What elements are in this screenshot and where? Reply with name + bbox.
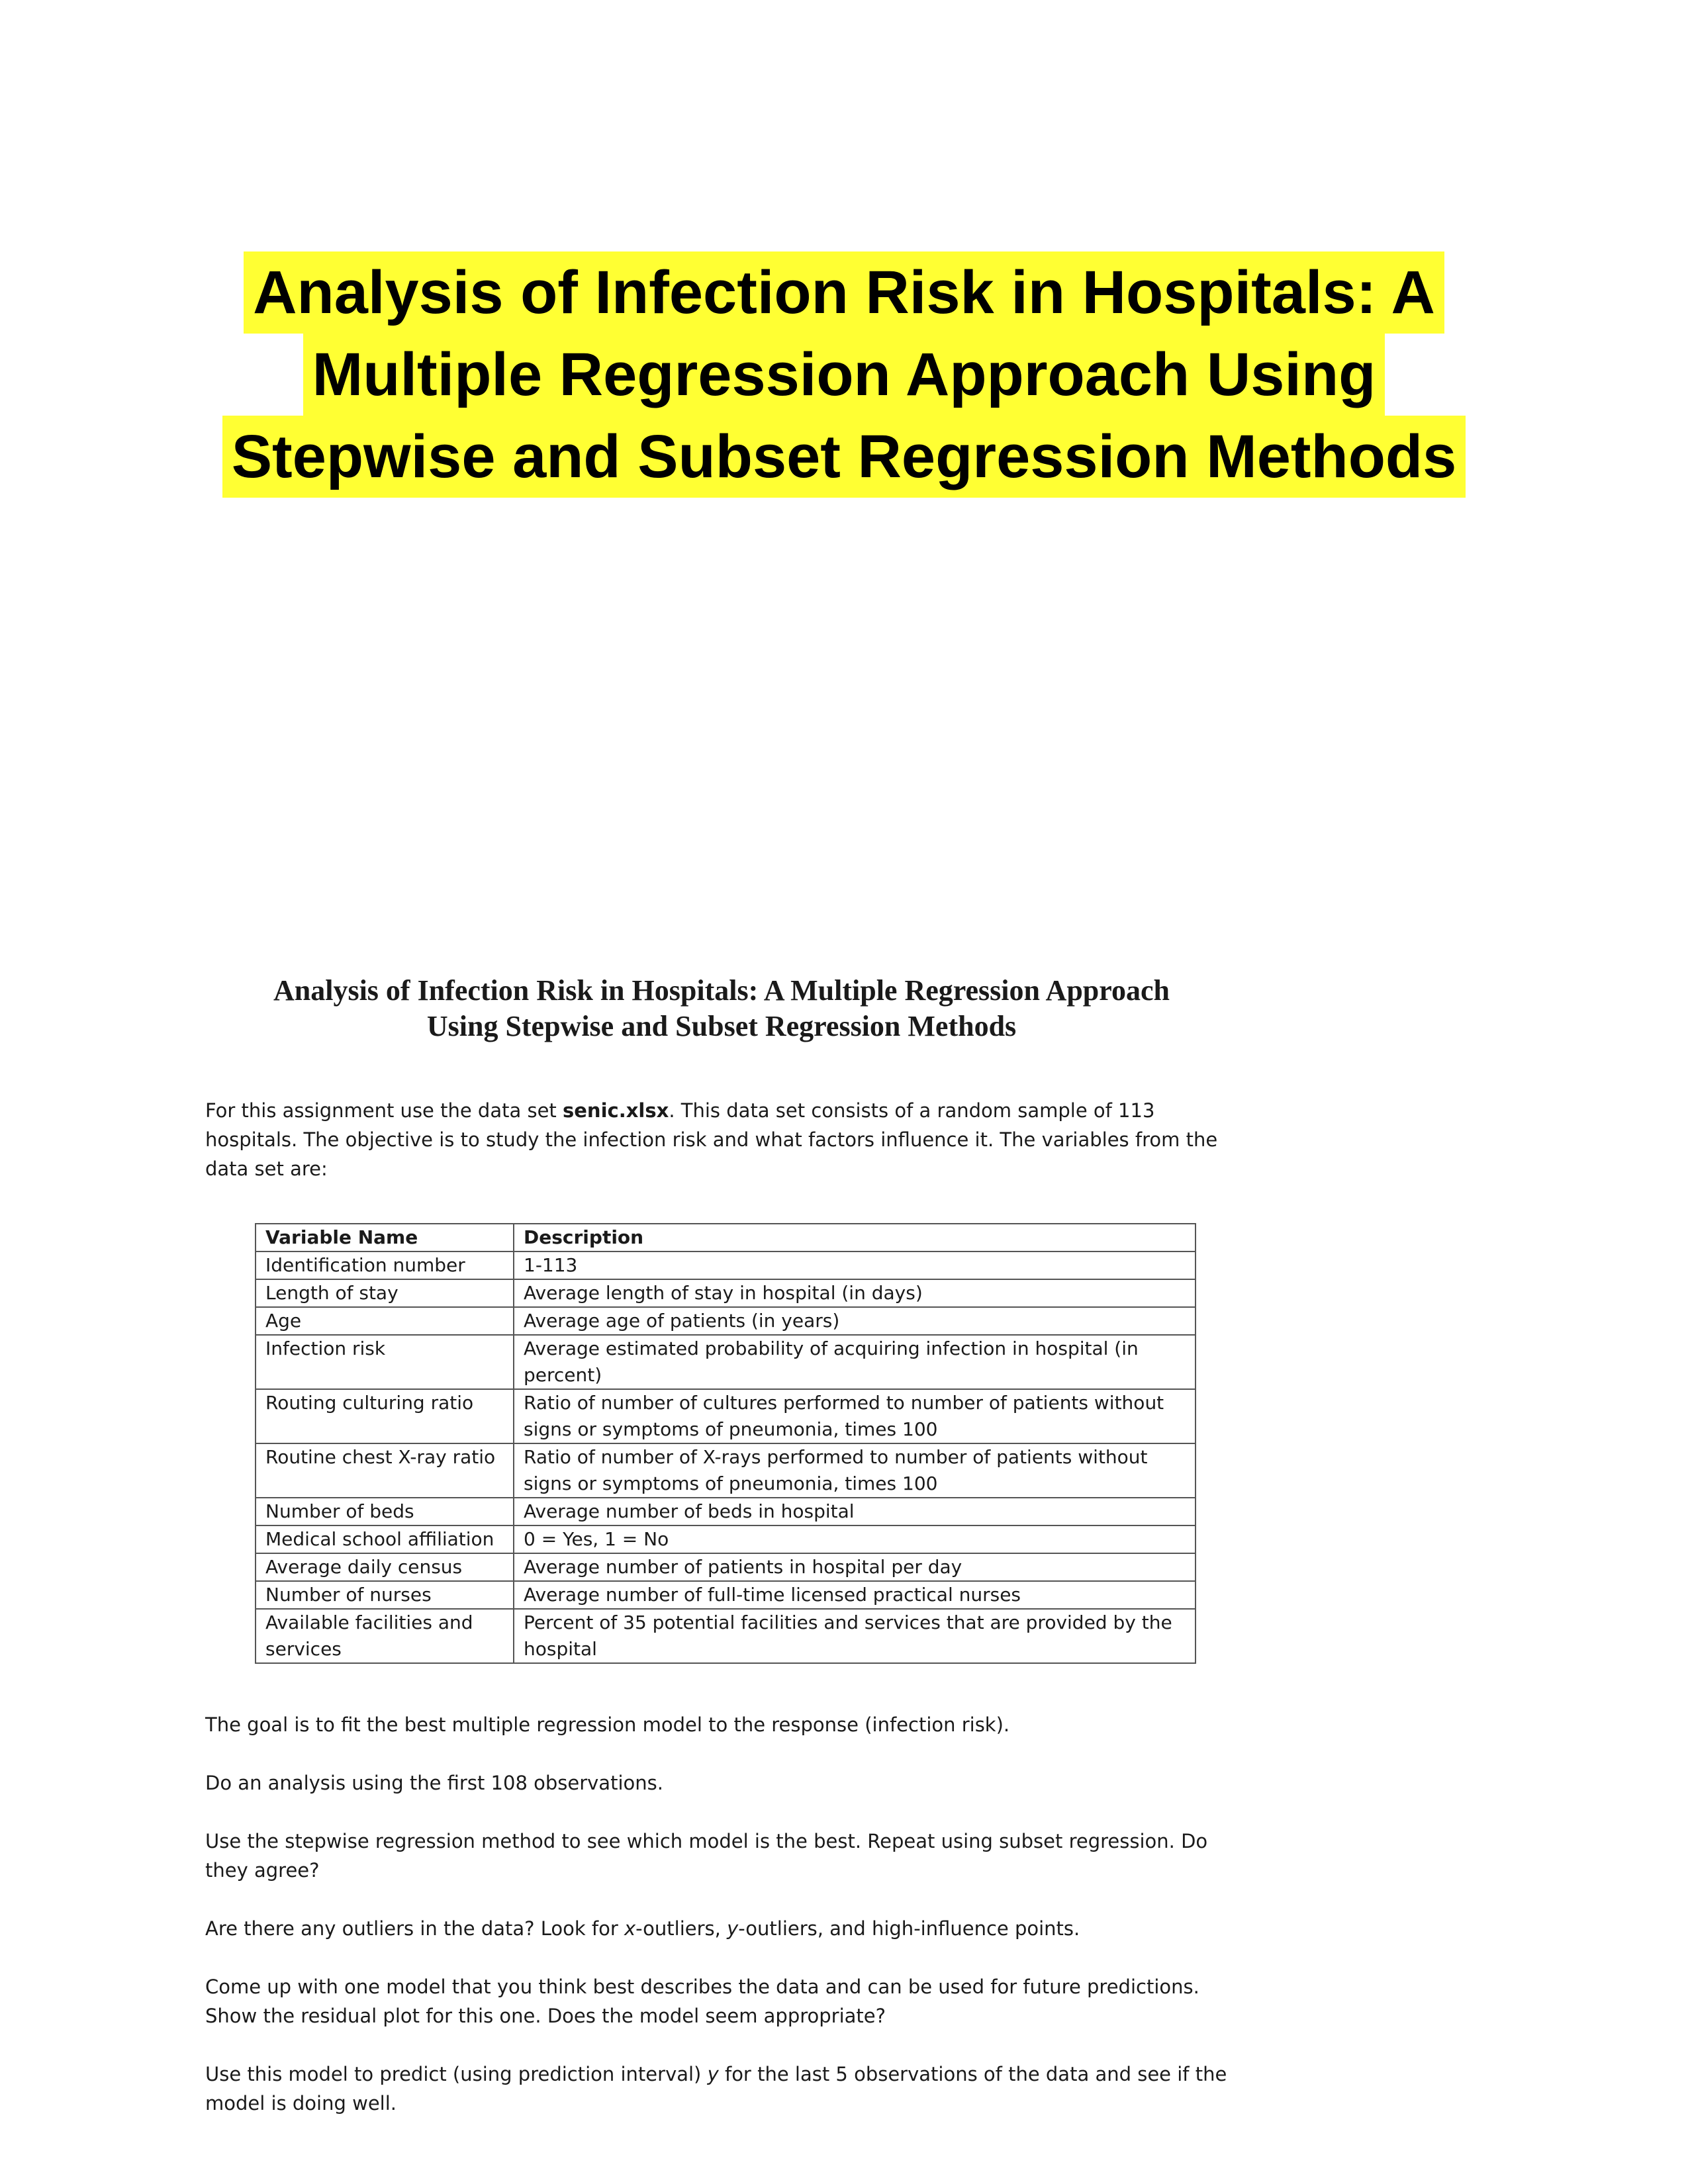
variables-table [255, 1223, 1196, 1664]
variable-name: Available facilities and services [256, 1609, 514, 1663]
variable-description: Average number of beds in hospital [514, 1498, 1196, 1525]
assignment-title-line-2: Using Stepwise and Subset Regression Methods [426, 1010, 1017, 1042]
assignment-title-line-1: Analysis of Infection Risk in Hospitals: A Multiple Regression Approach [273, 974, 1170, 1007]
variable-name: Age [256, 1307, 514, 1335]
variable-description: Ratio of number of cultures performed to number of patients without signs or symptoms of pneumonia, times 100 [514, 1389, 1196, 1443]
variable-description: Average age of patients (in years) [514, 1307, 1196, 1335]
outliers-text-a: Are there any outliers in the data? Look for [205, 1917, 624, 1940]
intro-text-before: For this assignment use the data set [205, 1099, 563, 1122]
variable-name: Number of beds [256, 1498, 514, 1525]
table-row [256, 1443, 1196, 1498]
cover-title [0, 251, 1688, 498]
variable-description: 0 = Yes, 1 = No [514, 1525, 1196, 1553]
variable-name: Routing culturing ratio [256, 1389, 514, 1443]
variable-description: 1-113 [514, 1251, 1196, 1279]
table-row [256, 1389, 1196, 1443]
table-row [256, 1279, 1196, 1307]
dataset-filename: senic.xlsx [563, 1099, 669, 1122]
assignment-page-image [205, 973, 1238, 2147]
x-variable: x [624, 1917, 636, 1940]
header-variable-name: Variable Name [256, 1224, 514, 1251]
outliers-paragraph [205, 1914, 1238, 1943]
header-description: Description [514, 1224, 1196, 1251]
variable-description: Average estimated probability of acquiring infection in hospital (in percent) [514, 1335, 1196, 1389]
model-paragraph: Come up with one model that you think best describes the data and can be used for future predictions. Show the residual plot for this one. Does the model seem appropriate? [205, 1976, 1199, 2027]
assignment-title [205, 973, 1238, 1044]
table-row [256, 1307, 1196, 1335]
outliers-text-b: -outliers, [635, 1917, 727, 1940]
table-row [256, 1498, 1196, 1525]
y-variable: y [727, 1917, 739, 1940]
cover-title-line-1: Analysis of Infection Risk in Hospitals: A [244, 251, 1444, 334]
predict-text-a: Use this model to predict (using prediction interval) [205, 2063, 708, 2085]
table-row [256, 1525, 1196, 1553]
variable-description: Percent of 35 potential facilities and services that are provided by the hospital [514, 1609, 1196, 1663]
table-header-row [256, 1224, 1196, 1251]
table-row [256, 1609, 1196, 1663]
intro-text-after: . This data set consists of a random sample of 113 hospitals. The objective is to study the infection risk and what factors influence it. The variables from the data set are: [205, 1099, 1218, 1180]
variable-description: Average number of full-time licensed practical nurses [514, 1581, 1196, 1609]
variable-description: Average length of stay in hospital (in days) [514, 1279, 1196, 1307]
table-row [256, 1251, 1196, 1279]
predict-text-b: for the last 5 observations of the data and see if the model is doing well. [205, 2063, 1227, 2115]
table-row [256, 1335, 1196, 1389]
predict-paragraph [205, 2060, 1238, 2118]
variable-name: Routine chest X-ray ratio [256, 1443, 514, 1498]
stepwise-paragraph: Use the stepwise regression method to see which model is the best. Repeat using subset regression. Do they agree? [205, 1830, 1208, 1882]
variable-name: Number of nurses [256, 1581, 514, 1609]
variable-description: Ratio of number of X-rays performed to number of patients without signs or symptoms of pneumonia, times 100 [514, 1443, 1196, 1498]
outliers-text-c: -outliers, and high-influence points. [738, 1917, 1080, 1940]
variable-name: Average daily census [256, 1553, 514, 1581]
variable-name: Infection risk [256, 1335, 514, 1389]
first-108-paragraph: Do an analysis using the first 108 observations. [205, 1772, 663, 1794]
cover-title-line-2: Multiple Regression Approach Using [303, 334, 1385, 416]
table-row [256, 1553, 1196, 1581]
y-variable: y [707, 2063, 719, 2085]
variable-name: Identification number [256, 1251, 514, 1279]
variable-name: Medical school affiliation [256, 1525, 514, 1553]
variable-name: Length of stay [256, 1279, 514, 1307]
table-row [256, 1581, 1196, 1609]
variable-description: Average number of patients in hospital per day [514, 1553, 1196, 1581]
intro-paragraph [205, 1096, 1238, 1183]
cover-title-line-3: Stepwise and Subset Regression Methods [222, 416, 1466, 498]
goal-paragraph: The goal is to fit the best multiple regression model to the response (infection risk). [205, 1713, 1010, 1736]
